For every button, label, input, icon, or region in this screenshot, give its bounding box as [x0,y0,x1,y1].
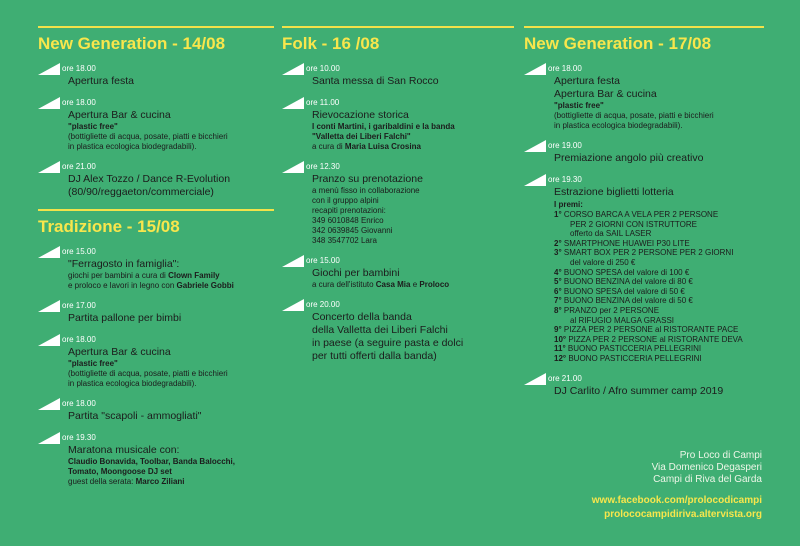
event-detail: recapiti prenotazioni: [312,206,386,215]
event-title: Apertura festa [554,75,620,87]
event-time: ore 11.00 [306,98,340,107]
event-detail: con il gruppo alpini [312,196,379,205]
section-title: Tradizione - 15/08 [38,217,180,236]
event-title: Rievocazione storica [312,109,409,121]
phone-number: 342 0639845 Giovanni [312,226,393,235]
prize-item: 8° PRANZO per 2 PERSONE [554,305,660,315]
event-detail: a cura dell'istituto Casa Mia e Proloco [312,280,450,289]
event-detail: a menù fisso in collaborazione [312,186,420,195]
column-17-agosto [524,0,764,398]
triangle-marker-icon [524,63,546,75]
event-time: ore 18.00 [548,64,582,73]
facebook-link[interactable]: www.facebook.com/prolocodicampi [591,495,762,506]
triangle-marker-icon [524,140,546,152]
event [38,58,274,88]
triangle-marker-icon [282,161,304,173]
event [282,156,514,246]
event-time: ore 21.00 [548,373,582,383]
event-detail: Tomato, Moongoose DJ set [68,467,172,476]
address-street: Via Domenico Degasperi [651,462,762,473]
triangle-marker-icon [38,398,60,410]
prizes-label: I premi: [554,200,583,209]
prize-item: 5° BUONO BENZINA del valore di 80 € [554,277,693,287]
divider [38,209,274,211]
event [38,295,274,325]
event-time: ore 15.00 [62,247,96,256]
prize-list [554,210,764,364]
event-note: (bottigliette di acqua, posate, piatti e bicchieri [554,111,714,120]
event-title: Pranzo su prenotazione [312,173,423,185]
prize-item: offerto da SAIL LASER [570,229,652,239]
event-title: in paese (a seguire pasta e dolci [312,337,464,349]
event-time: ore 18.00 [62,98,96,107]
triangle-marker-icon [38,334,60,346]
event-title: "Ferragosto in famiglia": [68,258,180,270]
event-title: per tutti offerti dalla banda) [312,350,437,362]
phone-number: 349 6010848 Enrico [312,216,384,225]
event [38,427,274,487]
event [524,368,764,398]
event-title: Apertura festa [68,75,134,87]
event-detail: e proloco e lavori in legno con Gabriele Gobbi [68,281,234,290]
event [282,294,514,363]
event-note: (bottigliette di acqua, posate, piatti e bicchieri [68,132,228,141]
prize-item: al RIFUGIO MALGA GRASSI [570,315,675,325]
triangle-marker-icon [282,63,304,75]
event-time: ore 21.00 [62,162,96,171]
prize-item: 11° BUONO PASTICCERIA PELLEGRINI [554,344,702,354]
event-title: della Valletta dei Liberi Falchi [312,324,448,336]
event [38,393,274,423]
triangle-marker-icon [282,97,304,109]
event-title: Premiazione angolo più creativo [554,152,704,164]
event-time: ore 15.00 [306,256,340,265]
triangle-marker-icon [38,246,60,258]
section-title: New Generation - 17/08 [524,34,712,53]
event [282,250,514,290]
event-title: DJ Alex Tozzo / Dance R-Evolution [68,173,231,185]
divider [38,26,274,28]
event-detail: guest della serata: Marco Ziliani [68,477,185,486]
event-title: Santa messa di San Rocco [312,75,439,87]
organizer-address [652,450,762,486]
event-time: ore 18.00 [62,335,96,344]
prize-item: 1° CORSO BARCA A VELA PER 2 PERSONE [554,210,719,219]
event [524,58,764,131]
prize-item: del valore di 250 € [570,257,636,267]
event-note: in plastica ecologica biodegradabili). [554,121,683,130]
event [38,329,274,389]
event [38,156,274,199]
event-title: Giochi per bambini [312,267,400,279]
event-title: Apertura Bar & cucina [68,346,171,358]
triangle-marker-icon [524,373,546,385]
event-time: ore 18.00 [62,399,96,408]
event-note: in plastica ecologica biodegradabili). [68,142,197,151]
triangle-marker-icon [38,300,60,312]
event-note: (bottigliette di acqua, posate, piatti e bicchieri [68,369,228,378]
event-time: ore 19.00 [548,141,582,150]
organizer-name: Pro Loco di Campi [679,450,762,461]
prize-item: 4° BUONO SPESA del valore di 100 € [554,267,690,277]
triangle-marker-icon [38,97,60,109]
triangle-marker-icon [282,299,304,311]
event-time: ore 19.30 [548,175,582,184]
event-title: Apertura Bar & cucina [554,88,657,100]
column-14-15-agosto [38,0,274,487]
event-title: DJ Carlito / Afro summer camp 2019 [554,384,724,397]
event-note: "plastic free" [554,101,604,110]
event-title: Partita "scapoli - ammogliati" [68,410,202,422]
triangle-marker-icon [38,432,60,444]
event-time: ore 10.00 [306,64,340,73]
prize-item: PER 2 GIORNI CON ISTRUTTORE [570,219,697,229]
event-detail: "Valletta dei Liberi Falchi" [312,132,411,141]
event-title: Estrazione biglietti lotteria [554,186,674,198]
section-title: New Generation - 14/08 [38,34,226,53]
event-title: Partita pallone per bimbi [68,312,182,324]
event-time: ore 18.00 [62,64,96,73]
event [282,92,514,152]
website-link[interactable]: prolococampidiriva.altervista.org [604,509,762,520]
event-title: Maratona musicale con: [68,444,180,456]
event [524,169,764,364]
triangle-marker-icon [282,255,304,267]
event [282,58,514,88]
event-note: "plastic free" [68,359,118,368]
triangle-marker-icon [38,161,60,173]
prize-item: 9° PIZZA PER 2 PERSONE al RISTORANTE PACE [554,325,739,335]
prize-item: 6° BUONO SPESA del valore di 50 € [554,286,685,296]
address-town: Campi di Riva del Garda [653,474,762,485]
phone-number: 348 3547702 Lara [312,236,377,245]
prize-item: 7° BUONO BENZINA del valore di 50 € [554,296,693,306]
prize-item: 12° BUONO PASTICCERIA PELLEGRINI [554,353,702,363]
event [524,135,764,165]
event-note: in plastica ecologica biodegradabili). [68,379,197,388]
triangle-marker-icon [38,63,60,75]
event-note: "plastic free" [68,122,118,131]
prize-item: 10° PIZZA PER 2 PERSONE al RISTORANTE DEVA [554,334,743,344]
event-time: ore 17.00 [62,301,96,310]
triangle-marker-icon [524,174,546,186]
column-16-agosto [282,0,514,363]
event-title: (80/90/reggaeton/commerciale) [68,186,214,198]
event-detail: I conti Martini, i garibaldini e la banda [312,122,455,131]
event-time: ore 19.30 [62,433,96,442]
event-title: Apertura Bar & cucina [68,109,171,121]
event [38,92,274,152]
event-time: ore 12.30 [306,162,340,171]
event [38,241,274,291]
event-detail: Claudio Bonavida, Toolbar, Banda Balocchi, [68,457,235,466]
event-detail: a cura di Maria Luisa Crosina [312,142,421,151]
section-title: Folk - 16 /08 [282,34,380,53]
event-title: Concerto della banda [312,311,412,323]
footer-links [592,494,762,522]
prize-item: 3° SMART BOX PER 2 PERSONE PER 2 GIORNI [554,248,734,258]
prize-item: 2° SMARTPHONE HUAWEI P30 LITE [554,238,690,248]
divider [524,26,764,28]
divider [282,26,514,28]
event-detail: giochi per bambini a cura di Clown Family [68,271,220,280]
event-time: ore 20.00 [306,300,340,309]
